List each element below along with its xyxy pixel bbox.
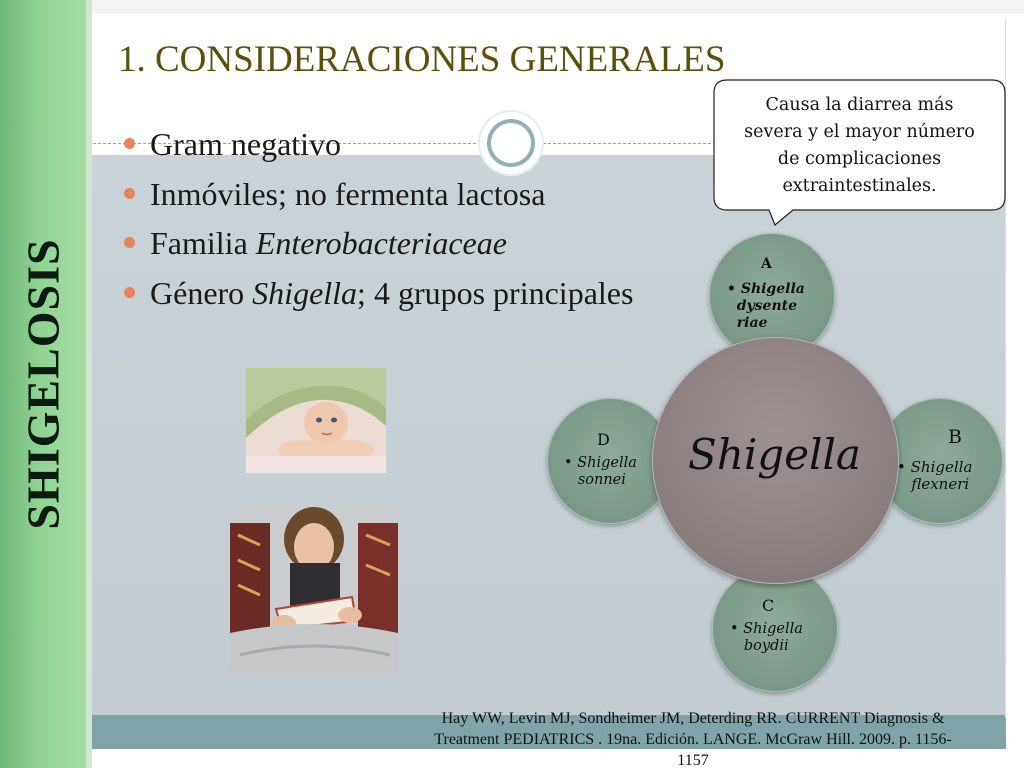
bullet-text: Género — [150, 274, 253, 311]
callout-line: de complicaciones — [777, 149, 942, 169]
side-band-edge — [86, 0, 92, 768]
bullet-item — [122, 223, 633, 273]
bullet-italic-text: Enterobacteriaceae — [255, 225, 507, 261]
node-a-line: riae — [736, 315, 768, 331]
callout-line: severa y el mayor número — [744, 122, 975, 142]
callout-box — [713, 79, 1006, 209]
bullet-dot-icon — [124, 237, 135, 248]
bullet-item — [122, 174, 633, 224]
node-b-letter: B — [948, 426, 962, 448]
bullet-text: Gram negativo — [150, 126, 342, 162]
node-d-letter: D — [597, 430, 610, 449]
node-b-item — [897, 459, 972, 493]
node-a-item — [727, 281, 805, 332]
callout-line: Causa la diarrea más — [765, 95, 954, 115]
node-b-line: flexneri — [911, 475, 970, 493]
bullet-text: Inmóviles; no fermenta lactosa — [150, 175, 546, 212]
node-c-line: Shigella — [743, 621, 803, 637]
bullet-glyph: • — [727, 281, 736, 297]
baby-photo — [246, 368, 386, 473]
node-b-line: Shigella — [910, 458, 973, 476]
node-a-line: Shigella — [740, 281, 805, 297]
bullet-rest-text: ; 4 grupos principales — [357, 274, 634, 311]
top-strip — [92, 0, 1024, 14]
bullet-dot-icon — [124, 287, 135, 298]
bullet-italic-text: Shigella — [252, 274, 358, 311]
callout-line: extraintestinales. — [782, 176, 937, 196]
node-c-line: boydii — [743, 638, 789, 654]
node-d-line: sonnei — [577, 472, 626, 488]
baby-illustration — [246, 368, 386, 473]
citation-line: 1157 — [677, 752, 709, 768]
side-title: SHIGELOSIS — [17, 238, 69, 530]
bullet-item — [122, 124, 633, 174]
girl-reading-illustration — [230, 505, 398, 673]
girl-reading-photo — [230, 505, 398, 673]
node-c-item — [730, 621, 803, 655]
center-label: Shigella — [688, 430, 861, 479]
bullet-glyph: • — [730, 621, 739, 637]
callout-text — [713, 92, 1006, 200]
node-d-item — [564, 455, 637, 489]
node-a-line: dysente — [736, 298, 798, 314]
bullet-list — [122, 124, 633, 322]
citation — [393, 708, 993, 768]
citation-line: Treatment PEDIATRICS . 19na. Edición. LANGE. McGraw Hill. 2009. p. 1156- — [434, 731, 952, 748]
node-d-line: Shigella — [577, 455, 637, 471]
bullet-item — [122, 273, 633, 323]
bullet-dot-icon — [124, 188, 135, 199]
node-a-letter: A — [761, 256, 772, 272]
bullet-text: Familia — [150, 225, 256, 261]
slide-title: 1. CONSIDERACIONES GENERALES — [118, 39, 726, 80]
bullet-glyph: • — [897, 458, 906, 476]
citation-line: Hay WW, Levin MJ, Sondheimer JM, Deterding RR. CURRENT Diagnosis & — [441, 710, 945, 727]
node-c-letter: C — [762, 596, 775, 615]
bullet-dot-icon — [124, 138, 135, 149]
bullet-glyph: • — [564, 455, 573, 471]
